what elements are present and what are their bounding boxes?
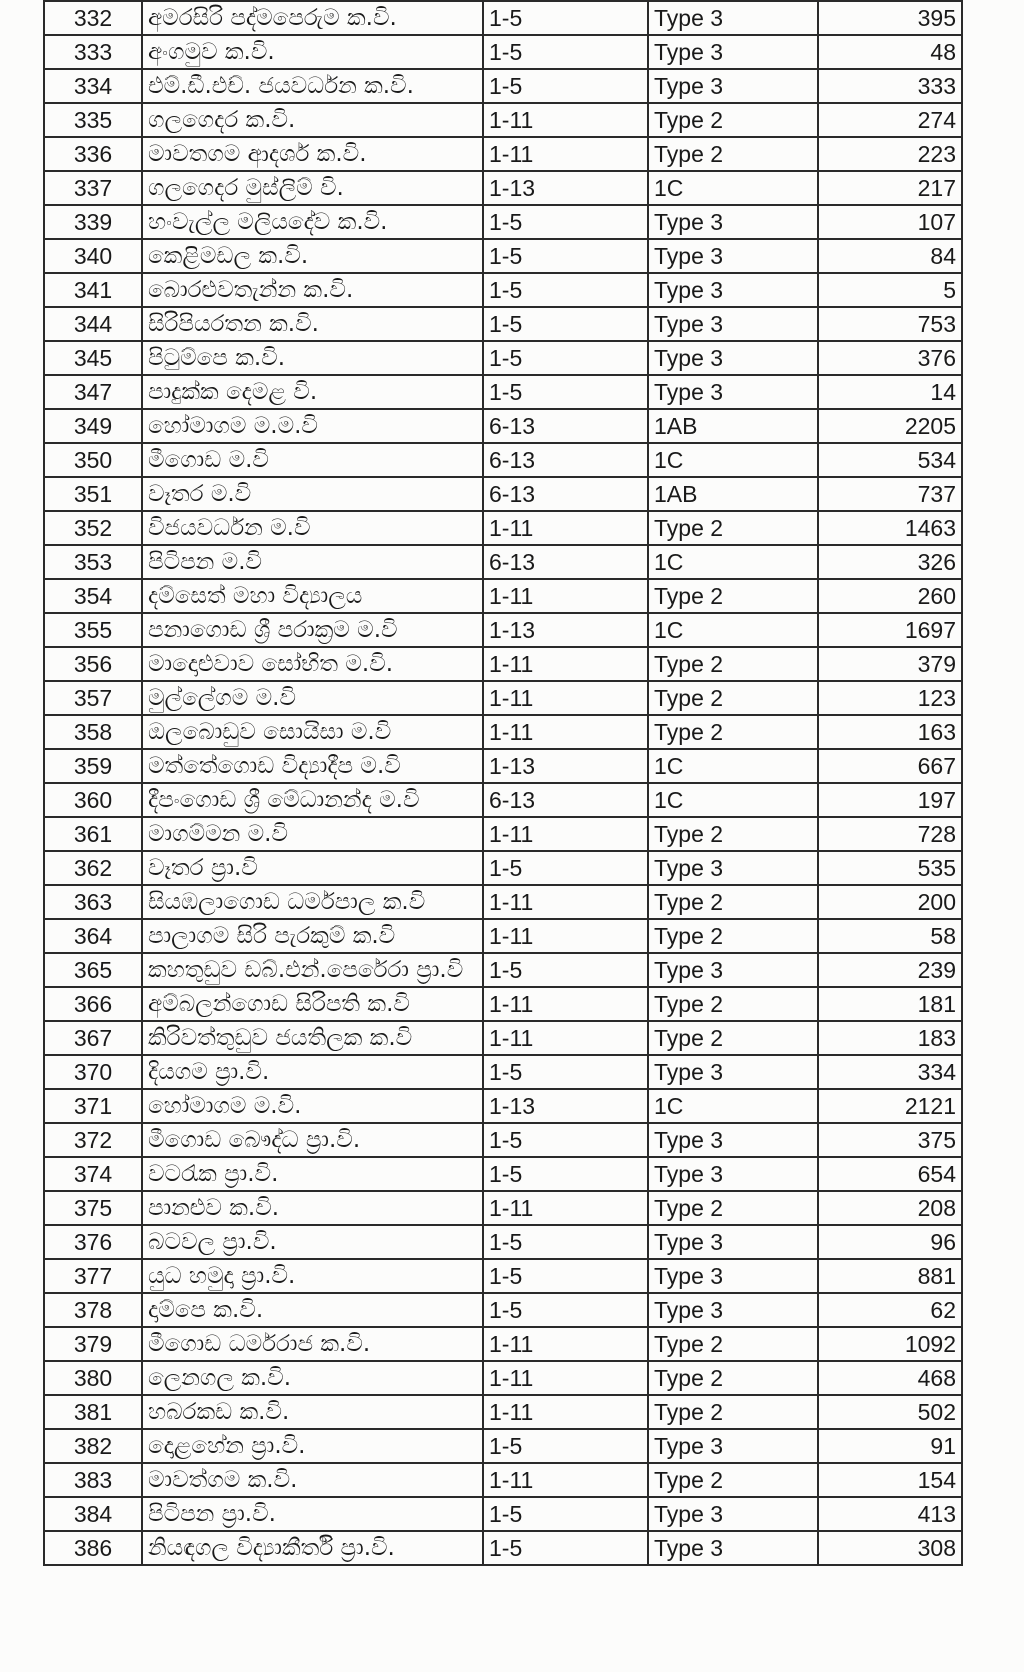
grade-range-cell: 1-5 xyxy=(483,1157,648,1191)
grade-range-cell: 1-5 xyxy=(483,69,648,103)
table-row xyxy=(44,1361,962,1395)
student-count-cell: 107 xyxy=(818,205,962,239)
school-name-cell: සියඹලාගොඩ ධර්මපාල ක.වි xyxy=(142,885,483,919)
table-row xyxy=(44,511,962,545)
school-name-cell: අංගමුව ක.වි. xyxy=(142,35,483,69)
student-count-cell: 96 xyxy=(818,1225,962,1259)
table-row xyxy=(44,1157,962,1191)
school-number-cell: 336 xyxy=(44,137,142,171)
school-name-cell: විජයවර්ධන ම.වි xyxy=(142,511,483,545)
school-number-cell: 384 xyxy=(44,1497,142,1531)
grade-range-cell: 1-11 xyxy=(483,647,648,681)
table-row xyxy=(44,851,962,885)
student-count-cell: 123 xyxy=(818,681,962,715)
table-row xyxy=(44,1497,962,1531)
school-name-cell: නියඳගල විද්‍යාකීර්ති ප්‍රා.වි. xyxy=(142,1531,483,1565)
student-count-cell: 274 xyxy=(818,103,962,137)
school-type-cell: Type 3 xyxy=(648,1531,818,1565)
school-number-cell: 334 xyxy=(44,69,142,103)
school-name-cell: මාදොළුවාව සෝභිත ම.වි. xyxy=(142,647,483,681)
grade-range-cell: 1-11 xyxy=(483,681,648,715)
student-count-cell: 881 xyxy=(818,1259,962,1293)
school-name-cell: මීගොඩ ධර්මරාජ ක.වි. xyxy=(142,1327,483,1361)
table-row xyxy=(44,1259,962,1293)
school-number-cell: 386 xyxy=(44,1531,142,1565)
grade-range-cell: 1-5 xyxy=(483,1225,648,1259)
school-type-cell: Type 3 xyxy=(648,35,818,69)
table-row xyxy=(44,885,962,919)
school-number-cell: 339 xyxy=(44,205,142,239)
school-name-cell: මාවතගම ආදර්ශ ක.වි. xyxy=(142,137,483,171)
school-name-cell: දීපංගොඩ ශ්‍රී මේධානන්ද ම.වි xyxy=(142,783,483,817)
table-row xyxy=(44,783,962,817)
school-type-cell: 1C xyxy=(648,613,818,647)
student-count-cell: 334 xyxy=(818,1055,962,1089)
school-type-cell: Type 2 xyxy=(648,1395,818,1429)
school-number-cell: 356 xyxy=(44,647,142,681)
student-count-cell: 1463 xyxy=(818,511,962,545)
school-type-cell: Type 2 xyxy=(648,885,818,919)
student-count-cell: 728 xyxy=(818,817,962,851)
school-type-cell: Type 3 xyxy=(648,1225,818,1259)
grade-range-cell: 1-5 xyxy=(483,307,648,341)
school-number-cell: 354 xyxy=(44,579,142,613)
table-row xyxy=(44,1191,962,1225)
school-number-cell: 350 xyxy=(44,443,142,477)
table-row xyxy=(44,681,962,715)
school-number-cell: 361 xyxy=(44,817,142,851)
school-number-cell: 332 xyxy=(44,1,142,35)
school-name-cell: වටරැක ප්‍රා.වි. xyxy=(142,1157,483,1191)
table-row xyxy=(44,1395,962,1429)
grade-range-cell: 1-5 xyxy=(483,1123,648,1157)
grade-range-cell: 1-13 xyxy=(483,1089,648,1123)
school-number-cell: 363 xyxy=(44,885,142,919)
school-name-cell: පිටිපන ප්‍රා.වි. xyxy=(142,1497,483,1531)
table-row xyxy=(44,1123,962,1157)
school-number-cell: 355 xyxy=(44,613,142,647)
school-name-cell: හෝමාගම ම.වි. xyxy=(142,1089,483,1123)
grade-range-cell: 1-13 xyxy=(483,749,648,783)
grade-range-cell: 1-5 xyxy=(483,1497,648,1531)
school-type-cell: Type 3 xyxy=(648,273,818,307)
school-number-cell: 375 xyxy=(44,1191,142,1225)
school-number-cell: 380 xyxy=(44,1361,142,1395)
table-row xyxy=(44,35,962,69)
grade-range-cell: 1-5 xyxy=(483,205,648,239)
school-name-cell: මීගොඩ බෞද්ධ ප්‍රා.වි. xyxy=(142,1123,483,1157)
table-row xyxy=(44,103,962,137)
school-name-cell: දියගම ප්‍රා.වි. xyxy=(142,1055,483,1089)
grade-range-cell: 1-5 xyxy=(483,1429,648,1463)
student-count-cell: 468 xyxy=(818,1361,962,1395)
table-row xyxy=(44,171,962,205)
table-row xyxy=(44,307,962,341)
grade-range-cell: 1-11 xyxy=(483,1021,648,1055)
school-type-cell: Type 2 xyxy=(648,987,818,1021)
grade-range-cell: 1-11 xyxy=(483,715,648,749)
student-count-cell: 753 xyxy=(818,307,962,341)
school-type-cell: Type 3 xyxy=(648,69,818,103)
school-name-cell: ඔලබොඩුව සොයිසා ම.වි xyxy=(142,715,483,749)
grade-range-cell: 1-11 xyxy=(483,511,648,545)
school-type-cell: Type 3 xyxy=(648,1123,818,1157)
grade-range-cell: 1-11 xyxy=(483,817,648,851)
school-name-cell: වෑතර ම.වි xyxy=(142,477,483,511)
school-name-cell: සිරිපියරතන ක.වි. xyxy=(142,307,483,341)
school-name-cell: මාවත්ගම ක.වි. xyxy=(142,1463,483,1497)
school-type-cell: Type 2 xyxy=(648,817,818,851)
school-name-cell: බටවල ප්‍රා.වි. xyxy=(142,1225,483,1259)
grade-range-cell: 1-5 xyxy=(483,1055,648,1089)
student-count-cell: 154 xyxy=(818,1463,962,1497)
school-number-cell: 374 xyxy=(44,1157,142,1191)
school-type-cell: 1AB xyxy=(648,409,818,443)
school-name-cell: කිරිවත්තුඩුව ජයතිලක ක.වි xyxy=(142,1021,483,1055)
school-type-cell: Type 3 xyxy=(648,307,818,341)
school-type-cell: 1C xyxy=(648,443,818,477)
school-number-cell: 337 xyxy=(44,171,142,205)
table-row xyxy=(44,613,962,647)
grade-range-cell: 1-5 xyxy=(483,273,648,307)
student-count-cell: 58 xyxy=(818,919,962,953)
school-name-cell: දොළහේන ප්‍රා.වි. xyxy=(142,1429,483,1463)
school-type-cell: Type 3 xyxy=(648,1293,818,1327)
table-row xyxy=(44,1021,962,1055)
school-name-cell: පානළුව ක.වි. xyxy=(142,1191,483,1225)
school-number-cell: 379 xyxy=(44,1327,142,1361)
student-count-cell: 502 xyxy=(818,1395,962,1429)
grade-range-cell: 1-5 xyxy=(483,375,648,409)
school-number-cell: 351 xyxy=(44,477,142,511)
student-count-cell: 308 xyxy=(818,1531,962,1565)
school-number-cell: 347 xyxy=(44,375,142,409)
student-count-cell: 84 xyxy=(818,239,962,273)
school-type-cell: Type 3 xyxy=(648,1497,818,1531)
grade-range-cell: 1-5 xyxy=(483,35,648,69)
table-row xyxy=(44,749,962,783)
school-type-cell: 1C xyxy=(648,545,818,579)
school-type-cell: Type 3 xyxy=(648,341,818,375)
table-row xyxy=(44,1463,962,1497)
grade-range-cell: 1-11 xyxy=(483,919,648,953)
grade-range-cell: 1-5 xyxy=(483,1293,648,1327)
grade-range-cell: 1-11 xyxy=(483,137,648,171)
grade-range-cell: 1-5 xyxy=(483,851,648,885)
school-number-cell: 353 xyxy=(44,545,142,579)
student-count-cell: 208 xyxy=(818,1191,962,1225)
student-count-cell: 239 xyxy=(818,953,962,987)
grade-range-cell: 1-11 xyxy=(483,987,648,1021)
grade-range-cell: 1-5 xyxy=(483,953,648,987)
grade-range-cell: 1-11 xyxy=(483,885,648,919)
student-count-cell: 375 xyxy=(818,1123,962,1157)
school-type-cell: Type 2 xyxy=(648,579,818,613)
student-count-cell: 2205 xyxy=(818,409,962,443)
student-count-cell: 181 xyxy=(818,987,962,1021)
school-number-cell: 341 xyxy=(44,273,142,307)
table-row xyxy=(44,987,962,1021)
school-name-cell: හංවැල්ල මලියදේව ක.වි. xyxy=(142,205,483,239)
school-table-body xyxy=(44,1,962,1565)
school-name-cell: කෙළිමඩල ක.වි. xyxy=(142,239,483,273)
table-row xyxy=(44,1531,962,1565)
school-name-cell: අම්බලන්ගොඩ සිරිපති ක.වි xyxy=(142,987,483,1021)
school-name-cell: ලෙනගල ක.වි. xyxy=(142,1361,483,1395)
table-row xyxy=(44,1327,962,1361)
grade-range-cell: 6-13 xyxy=(483,409,648,443)
student-count-cell: 654 xyxy=(818,1157,962,1191)
school-name-cell: පනාගොඩ ශ්‍රී පරාක්‍රම ම.වි xyxy=(142,613,483,647)
table-row xyxy=(44,137,962,171)
grade-range-cell: 1-5 xyxy=(483,239,648,273)
school-number-cell: 377 xyxy=(44,1259,142,1293)
school-number-cell: 359 xyxy=(44,749,142,783)
grade-range-cell: 1-13 xyxy=(483,171,648,205)
table-row xyxy=(44,477,962,511)
school-type-cell: Type 2 xyxy=(648,1327,818,1361)
table-row xyxy=(44,409,962,443)
school-name-cell: අමරසිරි පද්මපෙරුම ක.වි. xyxy=(142,1,483,35)
school-number-cell: 340 xyxy=(44,239,142,273)
school-type-cell: Type 3 xyxy=(648,1157,818,1191)
student-count-cell: 163 xyxy=(818,715,962,749)
school-number-cell: 357 xyxy=(44,681,142,715)
school-name-cell: පාලාගම සිරි පැරකුම් ක.වි xyxy=(142,919,483,953)
school-type-cell: Type 3 xyxy=(648,375,818,409)
student-count-cell: 379 xyxy=(818,647,962,681)
school-type-cell: 1C xyxy=(648,749,818,783)
school-name-cell: දාම්පෙ ක.වි. xyxy=(142,1293,483,1327)
student-count-cell: 534 xyxy=(818,443,962,477)
grade-range-cell: 1-5 xyxy=(483,341,648,375)
school-number-cell: 372 xyxy=(44,1123,142,1157)
table-row xyxy=(44,1225,962,1259)
school-number-cell: 352 xyxy=(44,511,142,545)
school-name-cell: කහතුඩුව ඩබ්.එන්.පෙරේරා ප්‍රා.වි xyxy=(142,953,483,987)
school-name-cell: බොරළුවතැන්න ක.වි. xyxy=(142,273,483,307)
school-number-cell: 360 xyxy=(44,783,142,817)
student-count-cell: 333 xyxy=(818,69,962,103)
student-count-cell: 737 xyxy=(818,477,962,511)
school-number-cell: 345 xyxy=(44,341,142,375)
school-number-cell: 358 xyxy=(44,715,142,749)
school-name-cell: ගලගෙදර ක.වි. xyxy=(142,103,483,137)
school-name-cell: යුධ හමුදා ප්‍රා.වි. xyxy=(142,1259,483,1293)
school-type-cell: Type 3 xyxy=(648,205,818,239)
school-type-cell: 1C xyxy=(648,1089,818,1123)
school-type-cell: Type 2 xyxy=(648,647,818,681)
table-row xyxy=(44,1089,962,1123)
school-type-cell: Type 3 xyxy=(648,1429,818,1463)
grade-range-cell: 1-11 xyxy=(483,579,648,613)
table-row xyxy=(44,647,962,681)
school-type-cell: Type 3 xyxy=(648,851,818,885)
table-row xyxy=(44,817,962,851)
school-type-cell: Type 2 xyxy=(648,103,818,137)
school-number-cell: 370 xyxy=(44,1055,142,1089)
table-row xyxy=(44,1293,962,1327)
school-type-cell: Type 3 xyxy=(648,953,818,987)
school-number-cell: 349 xyxy=(44,409,142,443)
school-type-cell: Type 2 xyxy=(648,1361,818,1395)
school-type-cell: Type 2 xyxy=(648,681,818,715)
school-name-cell: ගලගෙදර මුස්ලිම් වි. xyxy=(142,171,483,205)
school-type-cell: Type 3 xyxy=(648,1259,818,1293)
school-number-cell: 367 xyxy=(44,1021,142,1055)
school-name-cell: මත්තේගොඩ විද්‍යාදීප ම.වි xyxy=(142,749,483,783)
student-count-cell: 183 xyxy=(818,1021,962,1055)
grade-range-cell: 6-13 xyxy=(483,545,648,579)
grade-range-cell: 1-11 xyxy=(483,1395,648,1429)
school-name-cell: දම්සෙත් මහා විද්‍යාලය xyxy=(142,579,483,613)
student-count-cell: 376 xyxy=(818,341,962,375)
grade-range-cell: 1-11 xyxy=(483,103,648,137)
student-count-cell: 1697 xyxy=(818,613,962,647)
table-row xyxy=(44,953,962,987)
school-name-cell: පිටුම්පෙ ක.වි. xyxy=(142,341,483,375)
student-count-cell: 197 xyxy=(818,783,962,817)
school-number-cell: 376 xyxy=(44,1225,142,1259)
student-count-cell: 413 xyxy=(818,1497,962,1531)
school-type-cell: 1C xyxy=(648,171,818,205)
table-row xyxy=(44,443,962,477)
table-row xyxy=(44,1,962,35)
grade-range-cell: 1-5 xyxy=(483,1,648,35)
student-count-cell: 48 xyxy=(818,35,962,69)
school-name-cell: මුල්ලේගම ම.වි xyxy=(142,681,483,715)
school-number-cell: 344 xyxy=(44,307,142,341)
school-type-cell: Type 2 xyxy=(648,919,818,953)
grade-range-cell: 1-5 xyxy=(483,1259,648,1293)
grade-range-cell: 6-13 xyxy=(483,443,648,477)
table-row xyxy=(44,341,962,375)
student-count-cell: 62 xyxy=(818,1293,962,1327)
table-row xyxy=(44,375,962,409)
table-row xyxy=(44,579,962,613)
school-name-cell: මීගොඩ ම.වි xyxy=(142,443,483,477)
school-name-cell: හබරකඩ ක.වි. xyxy=(142,1395,483,1429)
grade-range-cell: 6-13 xyxy=(483,477,648,511)
grade-range-cell: 1-13 xyxy=(483,613,648,647)
student-count-cell: 217 xyxy=(818,171,962,205)
table-row xyxy=(44,919,962,953)
student-count-cell: 200 xyxy=(818,885,962,919)
student-count-cell: 223 xyxy=(818,137,962,171)
student-count-cell: 260 xyxy=(818,579,962,613)
school-type-cell: Type 2 xyxy=(648,715,818,749)
school-number-cell: 383 xyxy=(44,1463,142,1497)
table-row xyxy=(44,1055,962,1089)
table-row xyxy=(44,715,962,749)
grade-range-cell: 1-11 xyxy=(483,1191,648,1225)
table-row xyxy=(44,69,962,103)
student-count-cell: 1092 xyxy=(818,1327,962,1361)
student-count-cell: 2121 xyxy=(818,1089,962,1123)
school-type-cell: Type 2 xyxy=(648,1191,818,1225)
school-number-cell: 382 xyxy=(44,1429,142,1463)
grade-range-cell: 6-13 xyxy=(483,783,648,817)
school-type-cell: Type 2 xyxy=(648,137,818,171)
school-name-cell: මාගම්මන ම.වි xyxy=(142,817,483,851)
school-name-cell: එම්.ඩී.එච්. ජයවර්ධන ක.වි. xyxy=(142,69,483,103)
table-row xyxy=(44,205,962,239)
student-count-cell: 326 xyxy=(818,545,962,579)
school-number-cell: 333 xyxy=(44,35,142,69)
student-count-cell: 91 xyxy=(818,1429,962,1463)
school-type-cell: 1AB xyxy=(648,477,818,511)
student-count-cell: 395 xyxy=(818,1,962,35)
grade-range-cell: 1-11 xyxy=(483,1327,648,1361)
school-number-cell: 366 xyxy=(44,987,142,1021)
grade-range-cell: 1-5 xyxy=(483,1531,648,1565)
school-type-cell: Type 2 xyxy=(648,1463,818,1497)
student-count-cell: 5 xyxy=(818,273,962,307)
school-name-cell: පාදුක්ක දෙමළ වි. xyxy=(142,375,483,409)
student-count-cell: 535 xyxy=(818,851,962,885)
school-name-cell: වෑතර ප්‍රා.වි xyxy=(142,851,483,885)
table-row xyxy=(44,1429,962,1463)
school-number-cell: 335 xyxy=(44,103,142,137)
school-number-cell: 381 xyxy=(44,1395,142,1429)
school-number-cell: 362 xyxy=(44,851,142,885)
school-name-cell: හෝමාගම ම.ම.වි xyxy=(142,409,483,443)
student-count-cell: 14 xyxy=(818,375,962,409)
grade-range-cell: 1-11 xyxy=(483,1361,648,1395)
school-type-cell: Type 2 xyxy=(648,1021,818,1055)
school-type-cell: 1C xyxy=(648,783,818,817)
school-type-cell: Type 3 xyxy=(648,1055,818,1089)
school-table xyxy=(43,0,963,1566)
school-type-cell: Type 3 xyxy=(648,239,818,273)
table-row xyxy=(44,545,962,579)
table-row xyxy=(44,239,962,273)
table-row xyxy=(44,273,962,307)
school-type-cell: Type 2 xyxy=(648,511,818,545)
school-number-cell: 365 xyxy=(44,953,142,987)
school-number-cell: 371 xyxy=(44,1089,142,1123)
student-count-cell: 667 xyxy=(818,749,962,783)
school-type-cell: Type 3 xyxy=(648,1,818,35)
school-number-cell: 378 xyxy=(44,1293,142,1327)
school-number-cell: 364 xyxy=(44,919,142,953)
school-name-cell: පිටිපන ම.වි xyxy=(142,545,483,579)
grade-range-cell: 1-11 xyxy=(483,1463,648,1497)
